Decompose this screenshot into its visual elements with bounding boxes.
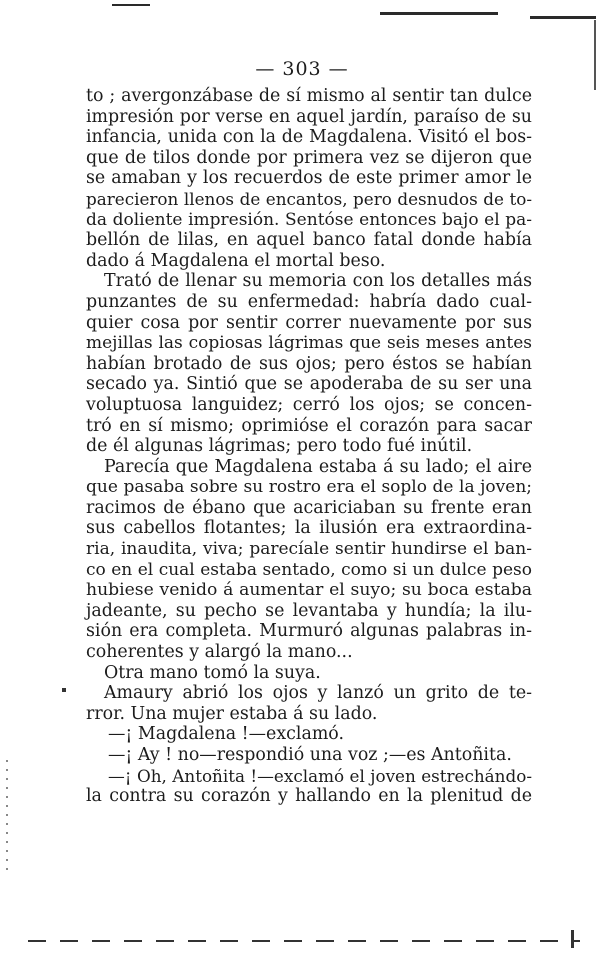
text-line: —¡ Oh, Antoñita !—exclamó el joven estrechándo-: [108, 765, 532, 786]
page-number: — 303 —: [255, 58, 349, 80]
text-line: que de tilos donde por primera vez se dijeron que: [86, 147, 532, 168]
text-line: sus cabellos flotantes; la ilusión era extraordina-: [86, 518, 532, 539]
text-line: rror. Una mujer estaba á su lado.: [86, 703, 378, 724]
text-line: da doliente impresión. Sentóse entonces bajo el pa-: [86, 209, 532, 230]
text-line: racimos de ébano que acariciaban su frente eran: [86, 497, 532, 518]
text-line: Otra mano tomó la suya.: [104, 662, 321, 683]
text-line: —¡ Ay ! no—respondió una voz ;—es Antoñita.: [108, 745, 512, 765]
text-line: hubiese venido á aumentar el suyo; su boca estaba: [86, 580, 532, 601]
scan-mark-top-left: [112, 4, 150, 6]
text-line: ria, inaudita, viva; parecíale sentir hundirse el ban-: [86, 539, 532, 560]
text-line: quier cosa por sentir correr nuevamente por sus: [86, 312, 532, 333]
body-text: [86, 86, 532, 807]
text-line: impresión por verse en aquel jardín, paraíso de su: [86, 106, 532, 127]
scan-mark-top-far-right: [530, 16, 596, 19]
text-line: punzantes de su enfermedad: habría dado cual-: [86, 291, 532, 312]
text-line: parecieron llenos de encantos, pero desnudos de to-: [86, 188, 532, 209]
text-line: voluptuosa languidez; cerró los ojos; se concen-: [86, 394, 532, 415]
text-line: se amaban y los recuerdos de este primer amor le: [86, 168, 532, 189]
bottom-corner-mark: [571, 930, 574, 948]
text-line: Parecía que Magdalena estaba á su lado; el aire: [104, 456, 532, 477]
text-line: jadeante, su pecho se levantaba y hundía; la ilu-: [86, 600, 532, 621]
text-line: —¡ Magdalena !—exclamó.: [108, 724, 344, 745]
text-line: coherentes y alargó la mano...: [86, 642, 353, 663]
text-line: sión era completa. Murmuró algunas palabras in-: [86, 621, 532, 642]
text-line: tró en sí mismo; oprimióse el corazón para sacar: [86, 415, 532, 436]
text-line: de él algunas lágrimas; pero todo fué inútil.: [86, 436, 473, 457]
text-line: mejillas las copiosas lágrimas que seis meses antes: [86, 333, 532, 354]
text-line: infancia, unida con la de Magdalena. Visitó el bos-: [86, 127, 532, 148]
scan-mark-top-right: [380, 12, 498, 15]
text-line: habían brotado de sus ojos; pero éstos se habían: [86, 353, 532, 374]
margin-scan-marks: [6, 760, 8, 870]
text-line: co en el cual estaba sentado, como si un dulce peso: [86, 559, 532, 580]
margin-dot: [62, 688, 66, 692]
text-line: dado á Magdalena el mortal beso.: [86, 250, 386, 271]
text-line: la contra su corazón y hallando en la plenitud de: [86, 786, 532, 807]
text-line: Trató de llenar su memoria con los detalles más: [104, 271, 532, 292]
text-line: que pasaba sobre su rostro era el soplo de la joven;: [86, 477, 532, 498]
text-line: to ; avergonzábase de sí mismo al sentir tan dulce: [86, 86, 532, 106]
text-line: bellón de lilas, en aquel banco fatal donde había: [86, 230, 532, 251]
text-line: secado ya. Sintió que se apoderaba de su ser una: [86, 374, 532, 395]
text-line: Amaury abrió los ojos y lanzó un grito de te-: [104, 683, 532, 704]
bottom-dashed-rule: [28, 940, 580, 942]
